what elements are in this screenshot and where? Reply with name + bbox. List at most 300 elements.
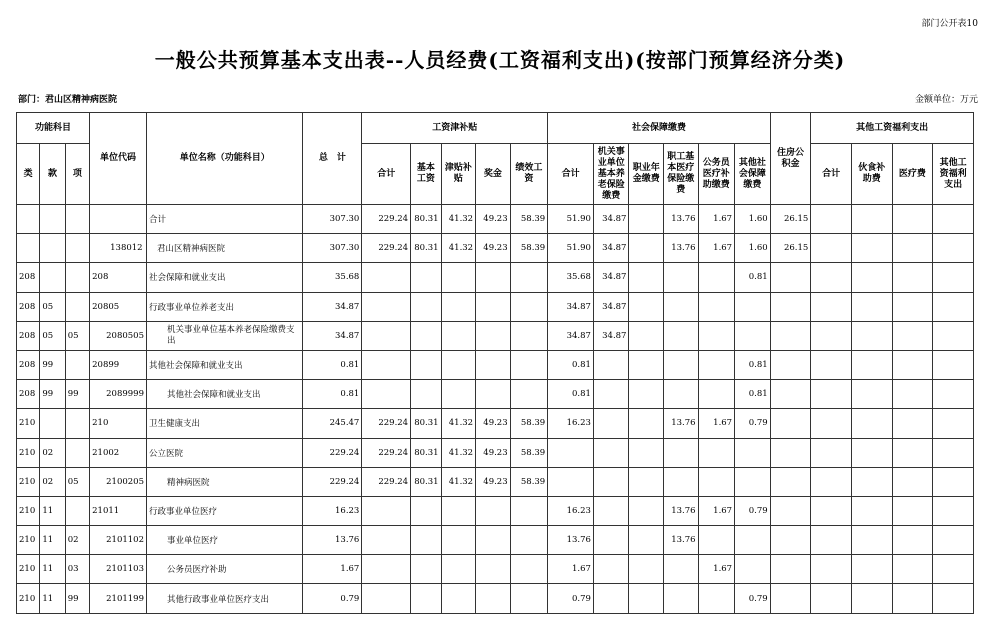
header-other-social: 其他社会保障缴费	[735, 144, 771, 205]
cell-name: 事业单位医疗	[147, 526, 303, 555]
cell-o-sum	[811, 409, 852, 438]
cell-s-annuity	[629, 205, 664, 234]
cell-s-medical	[664, 292, 699, 321]
cell-kuan: 11	[40, 496, 65, 525]
cell-w-allow	[441, 350, 476, 379]
cell-housing: 26.15	[770, 205, 811, 234]
cell-s-medical: 13.76	[664, 526, 699, 555]
cell-o-other	[933, 380, 974, 409]
cell-w-sum: 229.24	[362, 438, 411, 467]
cell-s-pension	[593, 409, 629, 438]
cell-s-other	[735, 438, 771, 467]
header-social-group: 社会保障缴费	[548, 113, 770, 144]
cell-o-meal	[851, 555, 892, 584]
cell-w-perf: 58.39	[510, 467, 548, 496]
cell-w-bonus: 49.23	[476, 205, 511, 234]
cell-xiang: 05	[65, 467, 89, 496]
cell-lei: 210	[17, 584, 40, 613]
header-wage-group: 工资津补贴	[362, 113, 548, 144]
cell-s-other: 0.79	[735, 496, 771, 525]
cell-s-annuity	[629, 555, 664, 584]
cell-w-basic	[411, 292, 441, 321]
cell-code: 21002	[90, 438, 147, 467]
cell-o-other	[933, 496, 974, 525]
cell-o-sum	[811, 496, 852, 525]
cell-total: 0.79	[303, 584, 362, 613]
cell-o-other	[933, 350, 974, 379]
cell-w-basic	[411, 555, 441, 584]
cell-w-allow	[441, 496, 476, 525]
cell-w-perf	[510, 584, 548, 613]
cell-o-other	[933, 584, 974, 613]
cell-s-medical	[664, 380, 699, 409]
cell-w-sum: 229.24	[362, 409, 411, 438]
cell-xiang	[65, 205, 89, 234]
header-medical-fee: 医疗费	[892, 144, 933, 205]
cell-name: 其他社会保障和就业支出	[147, 380, 303, 409]
cell-w-sum	[362, 584, 411, 613]
cell-s-annuity	[629, 409, 664, 438]
cell-o-med	[892, 205, 933, 234]
cell-s-annuity	[629, 234, 664, 263]
cell-w-allow	[441, 584, 476, 613]
cell-s-sum	[548, 438, 594, 467]
cell-xiang: 02	[65, 526, 89, 555]
cell-s-medical	[664, 263, 699, 292]
cell-o-other	[933, 438, 974, 467]
cell-o-meal	[851, 467, 892, 496]
cell-housing: 26.15	[770, 234, 811, 263]
cell-xiang: 99	[65, 584, 89, 613]
header-total: 总 计	[303, 113, 362, 205]
header-func-subject: 功能科目	[17, 113, 90, 144]
cell-housing	[770, 584, 811, 613]
cell-o-meal	[851, 438, 892, 467]
cell-name: 合计	[147, 205, 303, 234]
cell-s-pension: 34.87	[593, 205, 629, 234]
cell-s-medical	[664, 321, 699, 350]
cell-w-perf: 58.39	[510, 205, 548, 234]
header-xiang: 项	[65, 144, 89, 205]
cell-o-meal	[851, 263, 892, 292]
cell-s-civil	[698, 321, 735, 350]
header-kuan: 款	[40, 144, 65, 205]
table-row	[17, 350, 974, 379]
cell-w-sum	[362, 555, 411, 584]
cell-kuan: 99	[40, 350, 65, 379]
cell-xiang	[65, 350, 89, 379]
cell-code: 2089999	[90, 380, 147, 409]
cell-housing	[770, 292, 811, 321]
header-medical: 职工基本医疗保险缴费	[664, 144, 699, 205]
cell-s-pension	[593, 350, 629, 379]
cell-s-civil: 1.67	[698, 496, 735, 525]
cell-o-other	[933, 526, 974, 555]
header-pension: 机关事业单位基本养老保险缴费	[593, 144, 629, 205]
header-basic-wage: 基本工资	[411, 144, 441, 205]
cell-o-meal	[851, 292, 892, 321]
cell-housing	[770, 467, 811, 496]
cell-total: 1.67	[303, 555, 362, 584]
cell-total: 307.30	[303, 205, 362, 234]
cell-w-allow	[441, 380, 476, 409]
cell-s-annuity	[629, 321, 664, 350]
cell-o-sum	[811, 350, 852, 379]
cell-o-sum	[811, 234, 852, 263]
cell-w-basic	[411, 380, 441, 409]
cell-xiang: 03	[65, 555, 89, 584]
cell-o-meal	[851, 380, 892, 409]
form-number: 部门公开表10	[921, 19, 978, 29]
cell-housing	[770, 350, 811, 379]
cell-o-meal	[851, 584, 892, 613]
cell-o-meal	[851, 350, 892, 379]
budget-table	[16, 112, 974, 614]
cell-s-pension: 34.87	[593, 292, 629, 321]
cell-w-sum	[362, 263, 411, 292]
cell-s-civil	[698, 350, 735, 379]
cell-s-pension	[593, 380, 629, 409]
cell-o-med	[892, 380, 933, 409]
table-row	[17, 438, 974, 467]
cell-o-sum	[811, 263, 852, 292]
cell-w-bonus	[476, 321, 511, 350]
cell-s-medical	[664, 555, 699, 584]
cell-code: 2080505	[90, 321, 147, 350]
cell-total: 0.81	[303, 350, 362, 379]
header-other-sum: 合计	[811, 144, 852, 205]
cell-s-other	[735, 467, 771, 496]
cell-w-perf	[510, 292, 548, 321]
cell-total: 229.24	[303, 467, 362, 496]
cell-code: 20805	[90, 292, 147, 321]
cell-o-other	[933, 205, 974, 234]
cell-o-med	[892, 526, 933, 555]
cell-o-sum	[811, 467, 852, 496]
cell-w-allow	[441, 526, 476, 555]
cell-total: 229.24	[303, 438, 362, 467]
cell-w-allow: 41.32	[441, 409, 476, 438]
cell-o-sum	[811, 438, 852, 467]
table-row	[17, 467, 974, 496]
cell-s-civil: 1.67	[698, 555, 735, 584]
cell-s-civil	[698, 292, 735, 321]
cell-o-sum	[811, 526, 852, 555]
cell-name: 其他社会保障和就业支出	[147, 350, 303, 379]
cell-code: 210	[90, 409, 147, 438]
cell-w-allow	[441, 263, 476, 292]
header-other-welfare: 其他工资福利支出	[933, 144, 974, 205]
cell-s-medical	[664, 584, 699, 613]
cell-o-meal	[851, 321, 892, 350]
table-row	[17, 234, 974, 263]
cell-lei: 208	[17, 321, 40, 350]
cell-s-civil	[698, 380, 735, 409]
table-body	[17, 205, 974, 614]
table-row	[17, 263, 974, 292]
cell-o-other	[933, 263, 974, 292]
cell-name: 君山区精神病医院	[147, 234, 303, 263]
cell-s-sum: 34.87	[548, 292, 594, 321]
cell-o-med	[892, 321, 933, 350]
cell-o-sum	[811, 205, 852, 234]
table-row	[17, 409, 974, 438]
cell-s-medical	[664, 350, 699, 379]
cell-lei: 210	[17, 409, 40, 438]
cell-lei	[17, 234, 40, 263]
cell-name: 社会保障和就业支出	[147, 263, 303, 292]
cell-kuan: 11	[40, 584, 65, 613]
cell-code: 2101199	[90, 584, 147, 613]
cell-kuan: 05	[40, 321, 65, 350]
cell-w-bonus	[476, 526, 511, 555]
cell-total: 245.47	[303, 409, 362, 438]
cell-w-basic	[411, 263, 441, 292]
cell-w-perf: 58.39	[510, 438, 548, 467]
header-bonus: 奖金	[476, 144, 511, 205]
header-annuity: 职业年金缴费	[629, 144, 664, 205]
cell-o-meal	[851, 205, 892, 234]
cell-s-sum: 0.79	[548, 584, 594, 613]
cell-w-bonus: 49.23	[476, 438, 511, 467]
cell-name: 公立医院	[147, 438, 303, 467]
cell-w-perf: 58.39	[510, 409, 548, 438]
cell-name: 其他行政事业单位医疗支出	[147, 584, 303, 613]
cell-s-civil	[698, 584, 735, 613]
header-civil-medical: 公务员医疗补助缴费	[698, 144, 735, 205]
cell-w-basic	[411, 350, 441, 379]
cell-o-med	[892, 555, 933, 584]
cell-s-pension	[593, 496, 629, 525]
cell-lei: 210	[17, 438, 40, 467]
cell-lei: 208	[17, 380, 40, 409]
cell-s-medical: 13.76	[664, 205, 699, 234]
cell-s-other: 0.79	[735, 584, 771, 613]
cell-s-annuity	[629, 292, 664, 321]
cell-w-basic	[411, 526, 441, 555]
cell-w-bonus	[476, 496, 511, 525]
cell-w-basic: 80.31	[411, 234, 441, 263]
cell-kuan	[40, 205, 65, 234]
cell-s-other: 1.60	[735, 205, 771, 234]
cell-s-sum	[548, 467, 594, 496]
cell-s-annuity	[629, 438, 664, 467]
cell-o-med	[892, 409, 933, 438]
cell-s-other	[735, 321, 771, 350]
cell-s-pension	[593, 467, 629, 496]
cell-w-basic: 80.31	[411, 467, 441, 496]
cell-o-meal	[851, 409, 892, 438]
header-unit-name: 单位名称（功能科目）	[147, 113, 303, 205]
cell-s-medical: 13.76	[664, 234, 699, 263]
cell-s-annuity	[629, 584, 664, 613]
cell-o-med	[892, 263, 933, 292]
cell-code: 208	[90, 263, 147, 292]
cell-o-sum	[811, 292, 852, 321]
cell-o-other	[933, 234, 974, 263]
table-row	[17, 584, 974, 613]
cell-w-perf	[510, 263, 548, 292]
cell-s-civil	[698, 526, 735, 555]
cell-s-medical: 13.76	[664, 409, 699, 438]
cell-s-civil: 1.67	[698, 234, 735, 263]
cell-o-meal	[851, 234, 892, 263]
cell-s-other	[735, 555, 771, 584]
cell-w-perf	[510, 380, 548, 409]
cell-w-allow: 41.32	[441, 234, 476, 263]
cell-s-sum: 16.23	[548, 409, 594, 438]
cell-lei: 208	[17, 292, 40, 321]
cell-housing	[770, 438, 811, 467]
table-row	[17, 526, 974, 555]
cell-w-perf	[510, 321, 548, 350]
cell-total: 34.87	[303, 292, 362, 321]
cell-w-allow	[441, 555, 476, 584]
department-label: 部门：君山区精神病医院	[18, 95, 118, 105]
cell-s-sum: 0.81	[548, 350, 594, 379]
cell-xiang	[65, 438, 89, 467]
cell-code: 138012	[90, 234, 147, 263]
cell-s-other: 0.81	[735, 380, 771, 409]
cell-s-pension	[593, 555, 629, 584]
cell-w-perf	[510, 555, 548, 584]
cell-w-allow: 41.32	[441, 205, 476, 234]
table-row	[17, 555, 974, 584]
header-allowance: 津贴补贴	[441, 144, 476, 205]
cell-w-basic	[411, 321, 441, 350]
cell-kuan: 02	[40, 438, 65, 467]
cell-code: 2100205	[90, 467, 147, 496]
cell-code: 2101102	[90, 526, 147, 555]
cell-housing	[770, 555, 811, 584]
cell-lei: 210	[17, 467, 40, 496]
cell-w-bonus: 49.23	[476, 234, 511, 263]
cell-w-bonus	[476, 584, 511, 613]
cell-w-sum	[362, 380, 411, 409]
cell-s-pension	[593, 584, 629, 613]
cell-w-bonus	[476, 555, 511, 584]
cell-s-civil	[698, 467, 735, 496]
table-row	[17, 205, 974, 234]
cell-o-sum	[811, 584, 852, 613]
cell-o-med	[892, 350, 933, 379]
cell-o-med	[892, 584, 933, 613]
cell-w-basic	[411, 584, 441, 613]
cell-w-bonus	[476, 263, 511, 292]
cell-name: 行政事业单位医疗	[147, 496, 303, 525]
cell-o-sum	[811, 321, 852, 350]
cell-o-other	[933, 409, 974, 438]
cell-o-med	[892, 438, 933, 467]
cell-kuan	[40, 409, 65, 438]
cell-s-civil	[698, 438, 735, 467]
cell-lei: 210	[17, 555, 40, 584]
cell-s-annuity	[629, 526, 664, 555]
cell-s-civil: 1.67	[698, 205, 735, 234]
cell-w-sum	[362, 496, 411, 525]
cell-w-perf	[510, 496, 548, 525]
cell-o-sum	[811, 380, 852, 409]
cell-xiang	[65, 409, 89, 438]
cell-w-basic	[411, 496, 441, 525]
cell-xiang	[65, 263, 89, 292]
table-row	[17, 380, 974, 409]
cell-xiang	[65, 496, 89, 525]
cell-kuan	[40, 234, 65, 263]
cell-kuan: 02	[40, 467, 65, 496]
cell-s-other	[735, 526, 771, 555]
cell-name: 行政事业单位养老支出	[147, 292, 303, 321]
cell-o-med	[892, 467, 933, 496]
cell-w-sum	[362, 526, 411, 555]
cell-o-med	[892, 496, 933, 525]
header-perf-wage: 绩效工资	[510, 144, 548, 205]
cell-w-basic: 80.31	[411, 409, 441, 438]
cell-code: 2101103	[90, 555, 147, 584]
cell-xiang	[65, 234, 89, 263]
cell-total: 35.68	[303, 263, 362, 292]
cell-s-sum: 1.67	[548, 555, 594, 584]
cell-code: 20899	[90, 350, 147, 379]
cell-w-allow	[441, 321, 476, 350]
cell-housing	[770, 409, 811, 438]
cell-name: 机关事业单位基本养老保险缴费支出	[147, 321, 303, 350]
cell-total: 34.87	[303, 321, 362, 350]
cell-total: 13.76	[303, 526, 362, 555]
cell-o-other	[933, 292, 974, 321]
header-wage-sum: 合计	[362, 144, 411, 205]
cell-kuan: 05	[40, 292, 65, 321]
cell-w-basic: 80.31	[411, 205, 441, 234]
cell-kuan	[40, 263, 65, 292]
cell-code: 21011	[90, 496, 147, 525]
cell-s-sum: 51.90	[548, 234, 594, 263]
cell-s-annuity	[629, 496, 664, 525]
cell-xiang: 99	[65, 380, 89, 409]
table-row	[17, 321, 974, 350]
cell-w-bonus	[476, 350, 511, 379]
cell-xiang: 05	[65, 321, 89, 350]
cell-total: 16.23	[303, 496, 362, 525]
header-unit-code: 单位代码	[90, 113, 147, 205]
cell-o-sum	[811, 555, 852, 584]
cell-housing	[770, 321, 811, 350]
cell-lei: 210	[17, 496, 40, 525]
cell-s-sum: 51.90	[548, 205, 594, 234]
header-housing: 住房公积金	[770, 113, 811, 205]
cell-s-medical	[664, 467, 699, 496]
cell-kuan: 11	[40, 526, 65, 555]
cell-s-annuity	[629, 467, 664, 496]
page-title: 一般公共预算基本支出表--人员经费(工资福利支出)(按部门预算经济分类)	[154, 48, 846, 72]
cell-total: 307.30	[303, 234, 362, 263]
cell-s-annuity	[629, 350, 664, 379]
cell-s-other: 1.60	[735, 234, 771, 263]
cell-w-allow: 41.32	[441, 467, 476, 496]
cell-w-perf: 58.39	[510, 234, 548, 263]
cell-s-other: 0.81	[735, 263, 771, 292]
cell-housing	[770, 380, 811, 409]
cell-w-sum: 229.24	[362, 467, 411, 496]
cell-kuan: 11	[40, 555, 65, 584]
table-row	[17, 292, 974, 321]
cell-s-other	[735, 292, 771, 321]
cell-s-civil	[698, 263, 735, 292]
cell-w-bonus	[476, 292, 511, 321]
cell-o-other	[933, 321, 974, 350]
cell-w-sum: 229.24	[362, 205, 411, 234]
header-row-1	[17, 113, 974, 144]
